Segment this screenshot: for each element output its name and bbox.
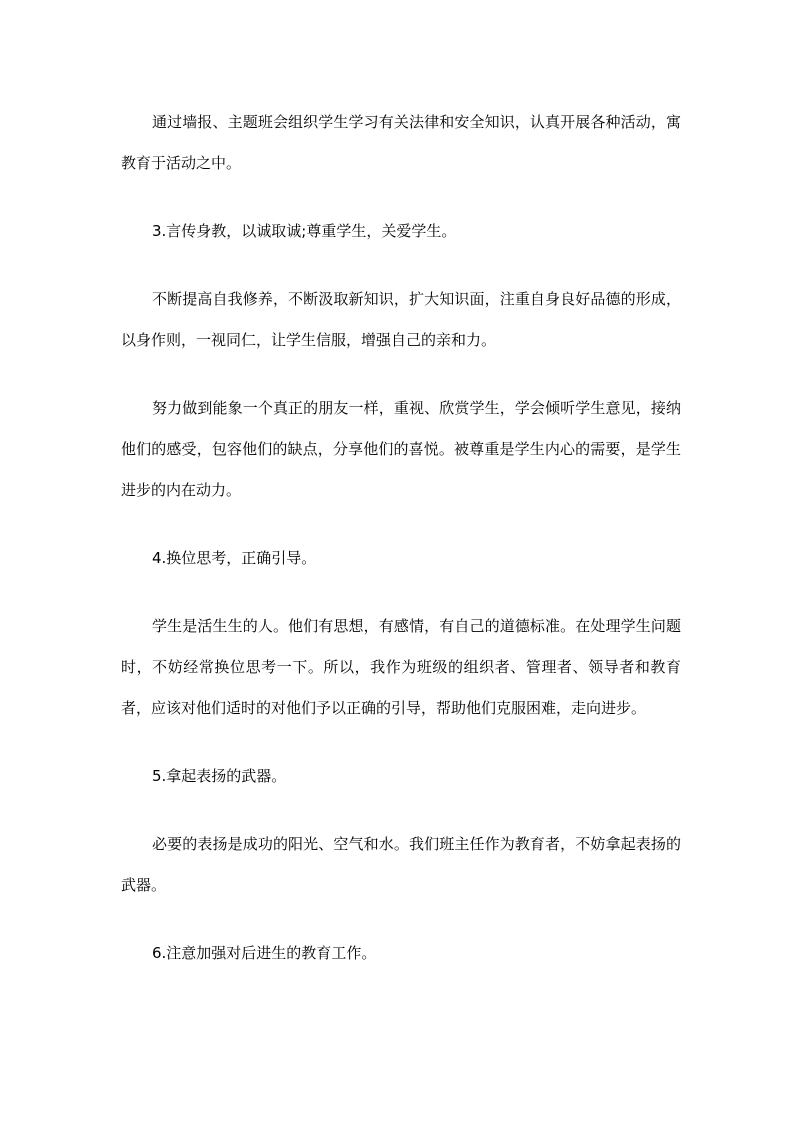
paragraph-be-a-friend: 努力做到能象一个真正的朋友一样，重视、欣赏学生，学会倾听学生意见，接纳他们的感受，包容他们的缺点，分享他们的喜悦。被尊重是学生内心的需要，是学生进步的内在动力。 [121,399,681,499]
heading-3-lead-by-example: 3.言传身教，以诚取诚;尊重学生，关爱学生。 [152,222,457,240]
paragraph-guidance: 学生是活生生的人。他们有思想，有感情，有自己的道德标准。在处理学生问题时，不妨经常换位思考一下。所以，我作为班级的组织者、管理者、领导者和教育者，应该对他们适时的对他们予以正确的引导，帮助他们克服困难，走向进步。 [121,617,681,717]
paragraph-praise: 必要的表扬是成功的阳光、空气和水。我们班主任作为教育者，不妨拿起表扬的武器。 [121,835,681,894]
document-body [121,102,681,1001]
paragraph-law-safety: 通过墙报、主题班会组织学生学习有关法律和安全知识，认真开展各种活动，寓教育于活动之中。 [121,113,681,172]
paragraph-self-improvement: 不断提高自我修养，不断汲取新知识，扩大知识面，注重自身良好品德的形成，以身作则，一视同仁，让学生信服，增强自己的亲和力。 [121,290,681,349]
heading-4-perspective-taking: 4.换位思考，正确引导。 [152,549,317,567]
heading-5-praise: 5.拿起表扬的武器。 [152,767,287,785]
heading-6-struggling-students: 6.注意加强对后进生的教育工作。 [152,944,377,962]
